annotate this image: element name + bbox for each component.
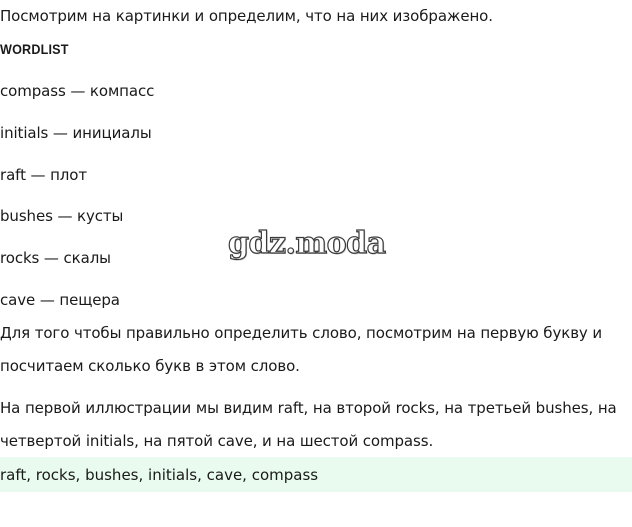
wordlist-item-rocks: rocks — скалы	[0, 249, 111, 267]
watermark-logo: gdz.moda	[228, 226, 386, 261]
illustrations-line-1: На первой иллюстрации мы видим raft, на второй rocks, на третьей bushes, на	[0, 399, 617, 417]
wordlist-item-cave: cave — пещера	[0, 291, 120, 309]
wordlist-item-initials: initials — инициалы	[0, 124, 152, 142]
wordlist-item-compass: compass — компасс	[0, 82, 155, 100]
explanation-line-2: посчитаем сколько букв в этом слово.	[0, 357, 300, 375]
intro-text: Посмотрим на картинки и определим, что на них изображено.	[0, 7, 493, 25]
answer-text: raft, rocks, bushes, initials, cave, compass	[0, 466, 319, 484]
wordlist-item-raft: raft — плот	[0, 166, 88, 184]
explanation-line-1: Для того чтобы правильно определить слово, посмотрим на первую букву и	[0, 324, 603, 342]
wordlist-heading: WORDLIST	[0, 41, 69, 57]
wordlist-item-bushes: bushes — кусты	[0, 207, 124, 225]
illustrations-line-2: четвертой initials, на пятой cave, и на шестой compass.	[0, 432, 434, 450]
